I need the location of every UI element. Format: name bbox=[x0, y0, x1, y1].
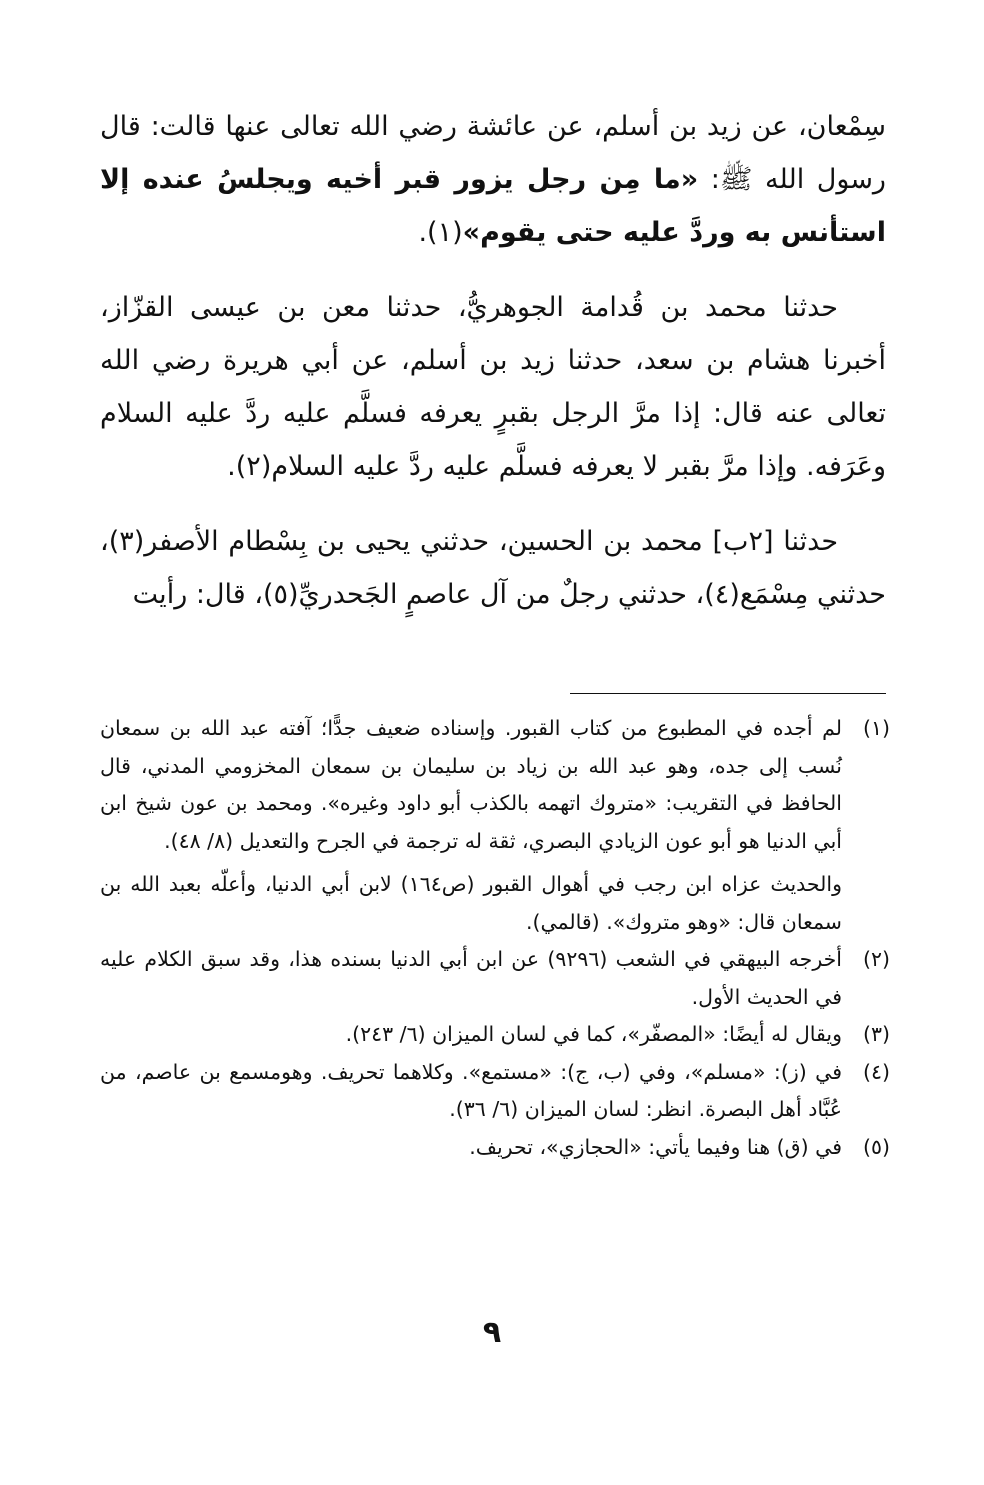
footnote-number: (٣) bbox=[862, 1022, 890, 1046]
paragraph-1-end: (١). bbox=[418, 217, 463, 248]
footnote-paragraph: لم أجده في المطبوع من كتاب القبور. وإسناده ضعيف جدًّا؛ آفته عبد الله بن سمعان نُسب إلى جده، وهو عبد الله بن زياد بن سليمان بن سمعان المخزومي المدني، قال الحافظ في التقريب: «متروك اتهمه بالكذب أبو داود وغيره». ومحمد بن عون شيخ ابن أبي الدنيا هو أبو عون الزيادي البصري، ثقة له ترجمة في الجرح والتعديل (٨/ ٤٨). bbox=[100, 716, 842, 853]
footnote-text bbox=[100, 1054, 842, 1129]
paragraph-2: حدثنا محمد بن قُدامة الجوهريُّ، حدثنا معن بن عيسى القزّاز، أخبرنا هشام بن سعد، حدثنا زيد بن أسلم، عن أبي هريرة رضي الله تعالى عنه قال: إذا مرَّ الرجل بقبرٍ يعرفه فسلَّم عليه ردَّ عليه السلام وعَرَفه. وإذا مرَّ بقبر لا يعرفه فسلَّم عليه ردَّ عليه السلام(٢). bbox=[100, 292, 886, 482]
hadith-quote: «ما مِن رجل يزور قبر أخيه ويجلسُ عنده إلا استأنس به وردَّ عليه حتى يقوم» bbox=[100, 164, 886, 248]
footnote-3 bbox=[100, 1016, 890, 1054]
footnote-number: (٥) bbox=[862, 1134, 890, 1159]
footnote-2 bbox=[100, 941, 890, 1016]
page-number: ٩ bbox=[482, 1315, 502, 1350]
paragraph-3: حدثنا [٢ب] محمد بن الحسين، حدثني يحيى بن بِسْطام الأصفر(٣)، حدثني مِسْمَع(٤)، حدثني رجلٌ من آل عاصمٍ الجَحدريِّ(٥)، قال: رأيت bbox=[100, 526, 886, 610]
footnote-paragraph: والحديث عزاه ابن رجب في أهوال القبور (ص١٦٤) لابن أبي الدنيا، وأعلّه بعبد الله بن سمعان قال: «وهو متروك». (قالمي). bbox=[100, 872, 842, 934]
footnote-4 bbox=[100, 1054, 890, 1129]
footnote-paragraph: في (ق) هنا وفيما يأتي: «الحجازي»، تحريف. bbox=[469, 1134, 842, 1159]
footnote-number: (٢) bbox=[862, 947, 890, 971]
paragraph-1 bbox=[100, 100, 886, 259]
footnote-number: (٤) bbox=[862, 1059, 890, 1084]
footnote-5 bbox=[100, 1129, 890, 1167]
footnote-paragraph: أخرجه البيهقي في الشعب (٩٢٩٦) عن ابن أبي الدنيا بسنده هذا، وقد سبق الكلام عليه في الحديث الأول. bbox=[100, 947, 843, 1009]
footnote-divider bbox=[570, 693, 886, 694]
footnote-text bbox=[100, 710, 842, 941]
footnote-text bbox=[100, 1016, 842, 1054]
footnote-number: (١) bbox=[862, 716, 890, 740]
footnote-1 bbox=[100, 710, 890, 941]
paragraph-1-text: سِمْعان، عن زيد بن أسلم، عن عائشة رضي الله تعالى عنها قالت: قال رسول الله ﷺ: bbox=[100, 111, 886, 195]
footnotes bbox=[100, 710, 890, 1166]
footnote-text bbox=[100, 1129, 842, 1167]
main-text bbox=[100, 100, 886, 643]
footnote-paragraph: في (ز): «مسلم»، وفي (ب، ج): «مستمع». وكلاهما تحريف. وهومسمع بن عاصم، من عُبَّاد أهل البصرة. انظر: لسان الميزان (٦/ ٣٦). bbox=[100, 1059, 842, 1121]
footnote-text bbox=[100, 941, 842, 1016]
footnote-paragraph: ويقال له أيضًا: «المصفّر»، كما في لسان الميزان (٦/ ٢٤٣). bbox=[345, 1022, 842, 1046]
